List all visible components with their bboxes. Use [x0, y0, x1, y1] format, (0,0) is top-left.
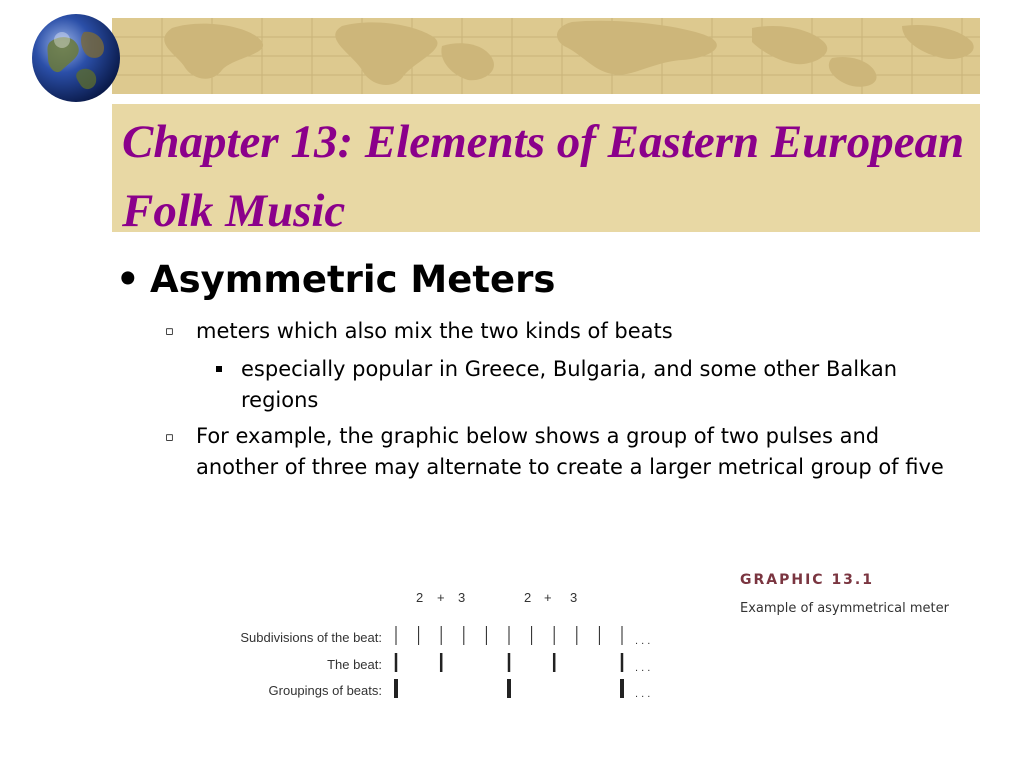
continuation: . . .: [635, 662, 651, 674]
world-map-banner: [112, 18, 980, 94]
group-label: +: [437, 590, 445, 605]
group-label: 3: [570, 590, 578, 605]
globe-icon: [30, 12, 122, 104]
continuation: . . .: [635, 635, 651, 647]
group-label: +: [544, 590, 552, 605]
world-map-decoration: [112, 18, 980, 94]
continuation: . . .: [635, 688, 651, 700]
row-label-beat: The beat:: [327, 657, 382, 672]
row-label-groupings: Groupings of beats:: [268, 683, 382, 698]
graphic-caption: Example of asymmetrical meter: [740, 601, 949, 616]
group-label: 2: [524, 590, 532, 605]
sub-bullet-marker: ▫: [165, 430, 174, 445]
sub-bullet-example: For example, the graphic below shows a group of two pulses and another of three may alternate to create a larger metrical group of five: [196, 424, 944, 479]
bullet-marker: •: [116, 258, 140, 301]
asymmetric-meter-diagram: [190, 585, 670, 710]
slide-title: Chapter 13: Elements of Eastern European Folk Music: [122, 116, 965, 237]
group-label: 3: [458, 590, 466, 605]
sub-sub-bullet-balkan: especially popular in Greece, Bulgaria, and some other Balkan regions: [241, 357, 898, 412]
sub-bullet-marker: ▫: [165, 324, 174, 339]
group-label: 2: [416, 590, 424, 605]
sub-bullet-mix-beats: meters which also mix the two kinds of beats: [196, 319, 673, 343]
bullet-asymmetric-meters: Asymmetric Meters: [150, 258, 556, 301]
row-label-subdivisions: Subdivisions of the beat:: [240, 630, 382, 645]
sub-sub-bullet-marker: [216, 366, 222, 372]
graphic-label: GRAPHIC 13.1: [740, 572, 874, 588]
